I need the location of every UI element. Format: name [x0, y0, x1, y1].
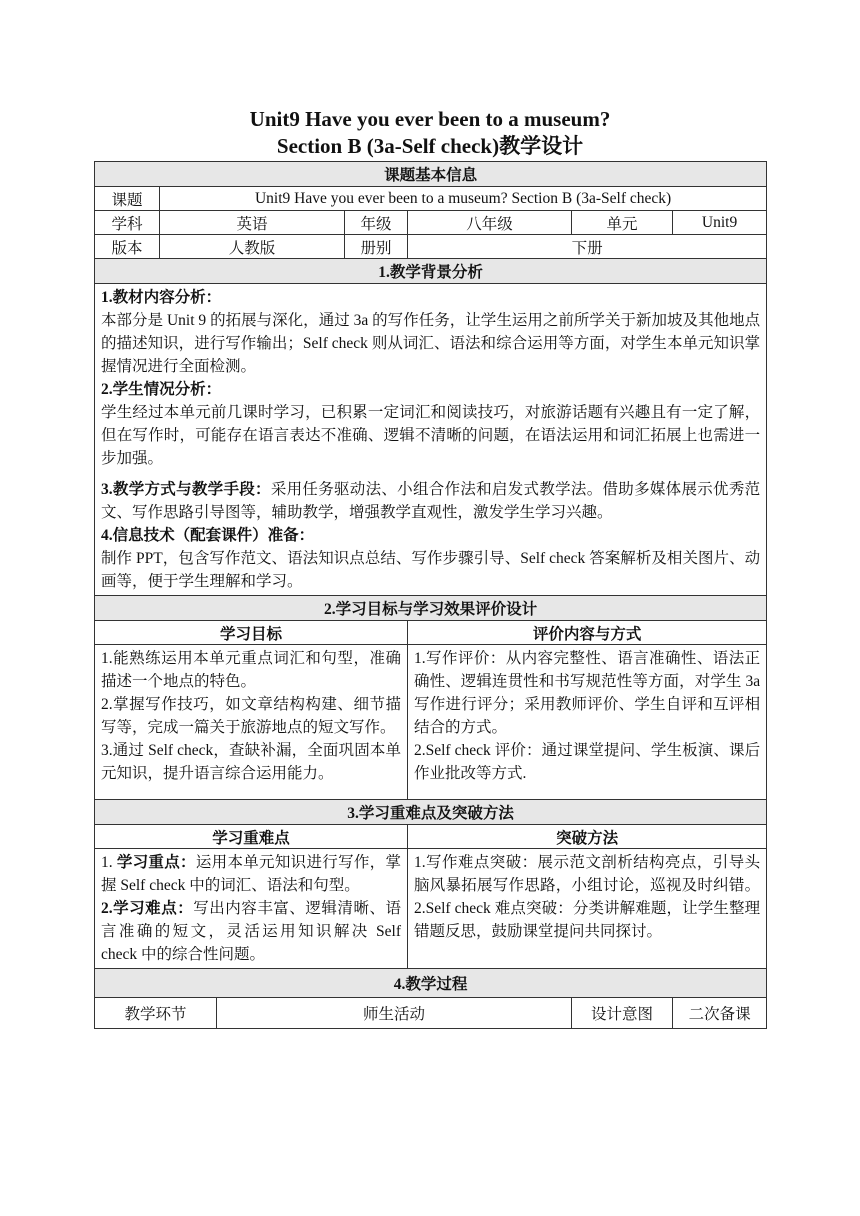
difficult-point-text: 写出内容丰富、逻辑清晰、语言准确的短文，灵活运用知识解决 Self check 中的综合性问题。 [101, 900, 401, 963]
it-prep-heading: 4.信息技术（配套课件）准备： [101, 527, 315, 544]
topic-value: Unit9 Have you ever been to a museum? Section B (3a-Self check) [160, 187, 767, 211]
process-col-revision: 二次备课 [673, 998, 767, 1029]
key-point-number: 1. [101, 854, 117, 871]
process-col-activity: 师生活动 [217, 998, 572, 1029]
process-header: 4.教学过程 [95, 969, 767, 998]
objectives-cell [95, 645, 408, 800]
goals-col-evaluation: 评价内容与方式 [408, 621, 767, 645]
lesson-plan-table [94, 161, 767, 1029]
objective-item: 3.通过 Self check，查缺补漏，全面巩固本单元知识，提升语言综合运用能力。 [101, 742, 401, 782]
subject-label: 学科 [95, 211, 160, 235]
objective-item: 2.掌握写作技巧，如文章结构构建、细节描写等，完成一篇关于旅游地点的短文写作。 [101, 696, 401, 736]
keypoints-col-methods: 突破方法 [408, 825, 767, 849]
background-header: 1.教学背景分析 [95, 259, 767, 284]
basic-info-header: 课题基本信息 [95, 162, 767, 187]
student-analysis-text: 学生经过本单元前几课时学习，已积累一定词汇和阅读技巧，对旅游话题有兴趣且有一定了解，但在写作时，可能存在语言表达不准确、逻辑不清晰的问题，在语法运用和词汇拓展上也需进一步加强。 [101, 404, 761, 467]
keypoints-col-points: 学习重难点 [95, 825, 408, 849]
material-analysis-heading: 1.教材内容分析： [101, 289, 222, 306]
subject-value: 英语 [160, 211, 345, 235]
grade-label: 年级 [345, 211, 408, 235]
edition-label: 版本 [95, 235, 160, 259]
methods-cell [408, 849, 767, 969]
method-text: 1.写作难点突破：展示范文剖析结构亮点，引导头脑风暴拓展写作思路，小组讨论，巡视及时纠错。2.Self check 难点突破：分类讲解难题，让学生整理错题反思，鼓励课堂提问共同探讨。 [414, 854, 761, 940]
topic-label: 课题 [95, 187, 160, 211]
edition-value: 人教版 [160, 235, 345, 259]
grade-value: 八年级 [408, 211, 572, 235]
it-prep-text: 制作 PPT，包含写作范文、语法知识点总结、写作步骤引导、Self check 答案解析及相关图片、动画等，便于学生理解和学习。 [101, 550, 761, 590]
process-col-stage: 教学环节 [95, 998, 217, 1029]
key-point-label: 学习重点： [116, 854, 196, 871]
unit-value: Unit9 [673, 211, 767, 235]
teaching-method-text: 采用任务驱动法、小组合作法和启发式教学法。借助多媒体展示优秀范文、写作思路引导图等，辅助教学，增强教学直观性，激发学生学习兴趣。 [101, 481, 761, 521]
objective-item: 1.能熟练运用本单元重点词汇和句型，准确描述一个地点的特色。 [101, 650, 401, 690]
evaluation-item: 1.写作评价：从内容完整性、语言准确性、语法正确性、逻辑连贯性和书写规范性等方面，对学生 3a 写作进行评分；采用教师评价、学生自评和互评相结合的方式。 [414, 650, 761, 736]
teaching-method-paragraph [101, 478, 760, 524]
teaching-method-heading: 3.教学方式与教学手段： [101, 481, 271, 498]
document-title-line2: Section B (3a-Self check)教学设计 [276, 134, 584, 158]
goals-header: 2.学习目标与学习效果评价设计 [95, 596, 767, 621]
material-analysis-text: 本部分是 Unit 9 的拓展与深化，通过 3a 的写作任务，让学生运用之前所学关于新加坡及其他地点的描述知识，进行写作输出；Self check 则从词汇、语法和综合运用等方面，对学生本单元知识掌握情况进行全面检测。 [101, 312, 761, 375]
background-content [95, 284, 767, 596]
difficult-point-item [101, 897, 401, 966]
unit-label: 单元 [572, 211, 673, 235]
difficult-point-label: 2.学习难点： [101, 900, 194, 917]
evaluation-cell [408, 645, 767, 800]
process-col-intent: 设计意图 [572, 998, 673, 1029]
volume-label: 册别 [345, 235, 408, 259]
volume-value: 下册 [408, 235, 767, 259]
evaluation-item: 2.Self check 评价：通过课堂提问、学生板演、课后作业批改等方式. [414, 742, 761, 782]
keypoints-cell [95, 849, 408, 969]
goals-col-objectives: 学习目标 [95, 621, 408, 645]
document-title-line1: Unit9 Have you ever been to a museum? [249, 107, 611, 131]
keypoints-header: 3.学习重难点及突破方法 [95, 800, 767, 825]
key-point-text: 运用本单元知识进行写作，掌握 Self check 中的词汇、语法和句型。 [101, 854, 401, 894]
student-analysis-heading: 2.学生情况分析： [101, 381, 222, 398]
key-point-item [101, 851, 401, 897]
